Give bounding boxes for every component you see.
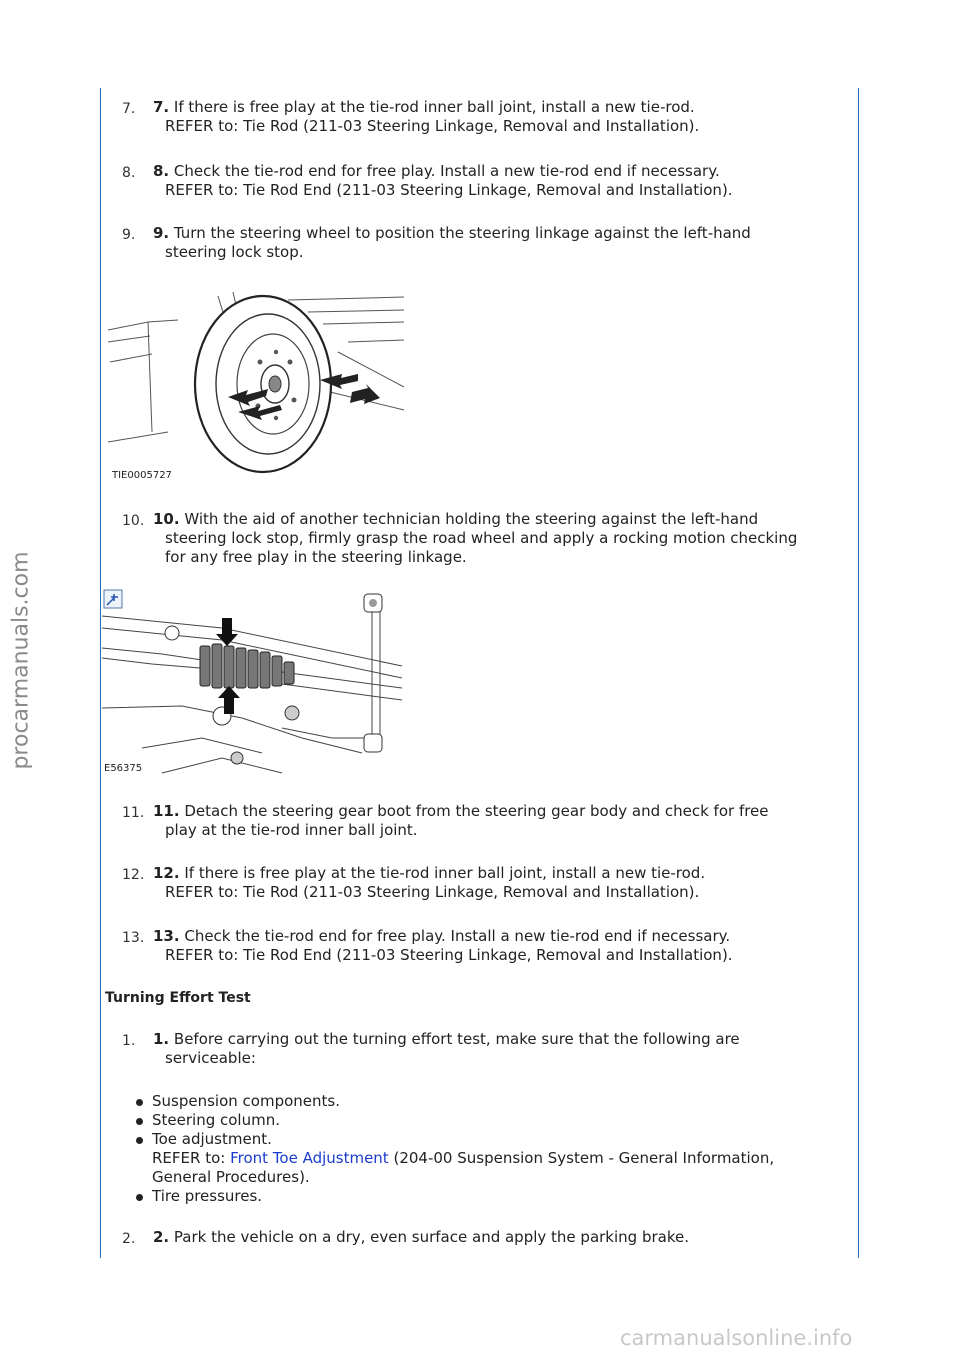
step-text: If there is free play at the tie-rod inner ball joint, install a new tie-rod. — [169, 98, 695, 116]
bullet-icon — [136, 1137, 143, 1144]
refer-tail-continued: General Procedures). — [152, 1168, 310, 1186]
step-text: Before carrying out the turning effort test, make sure that the following are — [169, 1030, 740, 1048]
step-bold-number: 1. — [153, 1030, 170, 1048]
step-refer: REFER to: Tie Rod End (211-03 Steering Linkage, Removal and Installation). — [165, 181, 733, 199]
step-refer: REFER to: Tie Rod End (211-03 Steering Linkage, Removal and Installation). — [165, 946, 733, 964]
step-bold-number: 2. — [153, 1228, 170, 1246]
step-number: 8. — [122, 165, 136, 181]
bullet-icon — [136, 1099, 143, 1106]
step-number: 1. — [122, 1033, 136, 1049]
list-item: Suspension components. — [136, 1092, 836, 1111]
step-text-continued: for any free play in the steering linkage. — [165, 548, 467, 566]
step-bold-number: 13. — [153, 927, 180, 945]
refer-prefix: REFER to: — [152, 1149, 231, 1167]
front-toe-adjustment-link[interactable]: Front Toe Adjustment — [230, 1149, 389, 1167]
step-bold-number: 8. — [153, 162, 170, 180]
step-number: 7. — [122, 101, 136, 117]
step-bold-number: 12. — [153, 864, 180, 882]
figure-code: E56375 — [104, 763, 143, 774]
list-item: Tire pressures. — [136, 1187, 836, 1206]
step-text: Check the tie-rod end for free play. Install a new tie-rod end if necessary. — [179, 927, 731, 945]
right-border-rule — [858, 88, 859, 1258]
zoom-plus-icon[interactable] — [104, 590, 122, 608]
steering-gear-boot-illustration — [102, 588, 402, 776]
step-number: 10. — [122, 513, 145, 529]
step-refer: REFER to: Tie Rod (211-03 Steering Linkage, Removal and Installation). — [165, 117, 700, 135]
step-bold-number: 9. — [153, 224, 170, 242]
side-watermark: procarmanuals.com — [8, 550, 34, 770]
step-text: Detach the steering gear boot from the steering gear body and check for free — [179, 802, 769, 820]
step-text: Turn the steering wheel to position the steering linkage against the left-hand — [169, 224, 751, 242]
bullet-icon — [136, 1194, 143, 1201]
step-bold-number: 7. — [153, 98, 170, 116]
wheel-rocking-illustration — [108, 292, 408, 484]
step-text: Check the tie-rod end for free play. Install a new tie-rod end if necessary. — [169, 162, 720, 180]
step-bold-number: 10. — [153, 510, 180, 528]
step-text-continued: steering lock stop. — [165, 243, 304, 261]
step-number: 13. — [122, 930, 145, 946]
step-number: 2. — [122, 1231, 136, 1247]
step-text-continued: serviceable: — [165, 1049, 256, 1067]
bullet-icon — [136, 1118, 143, 1125]
step-number: 11. — [122, 805, 145, 821]
bottom-watermark: carmanualsonline.info — [620, 1326, 853, 1350]
step-text: With the aid of another technician holding the steering against the left-hand — [179, 510, 759, 528]
step-refer: REFER to: Tie Rod (211-03 Steering Linkage, Removal and Installation). — [165, 883, 700, 901]
step-text-continued: play at the tie-rod inner ball joint. — [165, 821, 418, 839]
section-heading: Turning Effort Test — [105, 990, 251, 1006]
step-text: If there is free play at the tie-rod inner ball joint, install a new tie-rod. — [179, 864, 706, 882]
step-number: 9. — [122, 227, 136, 243]
refer-tail: (204-00 Suspension System - General Information, — [388, 1149, 775, 1167]
list-item: Steering column. — [136, 1111, 836, 1130]
checklist — [136, 1092, 836, 1206]
step-bold-number: 11. — [153, 802, 180, 820]
step-text-continued: steering lock stop, firmly grasp the road wheel and apply a rocking motion checking — [165, 529, 798, 547]
step-text: Park the vehicle on a dry, even surface and apply the parking brake. — [169, 1228, 689, 1246]
list-item: Toe adjustment. REFER to: Front Toe Adjustment (204-00 Suspension System - General Information, General Procedures). — [136, 1130, 836, 1187]
left-border-rule — [100, 88, 101, 1258]
figure-code: TIE0005727 — [112, 470, 172, 481]
step-number: 12. — [122, 867, 145, 883]
